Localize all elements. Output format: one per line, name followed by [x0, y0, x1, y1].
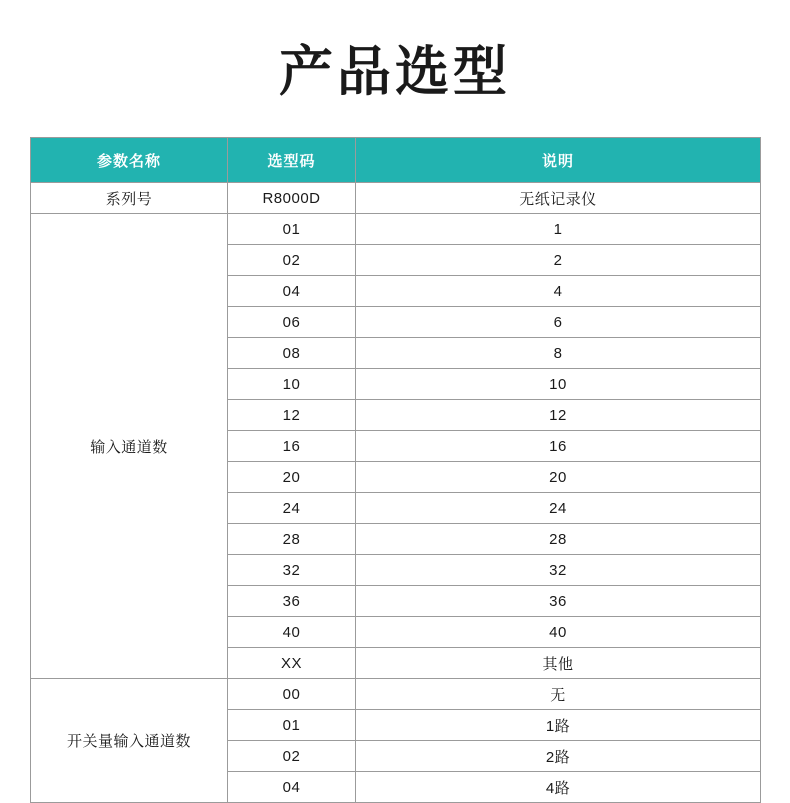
- selection-code-cell: 06: [228, 307, 356, 338]
- selection-code-cell: 28: [228, 524, 356, 555]
- description-cell: 10: [356, 369, 761, 400]
- description-cell: 2路: [356, 741, 761, 772]
- selection-code-cell: 01: [228, 214, 356, 245]
- selection-code-cell: 10: [228, 369, 356, 400]
- table-row: [31, 214, 761, 245]
- parameter-name-cell: 开关量输入通道数: [31, 679, 228, 803]
- column-header-code: 选型码: [228, 138, 356, 183]
- selection-code-cell: 12: [228, 400, 356, 431]
- table-body: [31, 183, 761, 803]
- selection-code-cell: 04: [228, 772, 356, 803]
- description-cell: 32: [356, 555, 761, 586]
- description-cell: 36: [356, 586, 761, 617]
- selection-code-cell: 40: [228, 617, 356, 648]
- selection-code-cell: XX: [228, 648, 356, 679]
- description-cell: 无: [356, 679, 761, 710]
- table-header: [31, 138, 761, 183]
- parameter-name-cell: 系列号: [31, 183, 228, 214]
- column-header-description: 说明: [356, 138, 761, 183]
- description-cell: 16: [356, 431, 761, 462]
- table-header-row: [31, 138, 761, 183]
- description-cell: 24: [356, 493, 761, 524]
- selection-code-cell: R8000D: [228, 183, 356, 214]
- selection-code-cell: 24: [228, 493, 356, 524]
- description-cell: 其他: [356, 648, 761, 679]
- selection-code-cell: 01: [228, 710, 356, 741]
- description-cell: 12: [356, 400, 761, 431]
- table-row: [31, 679, 761, 710]
- table-row: [31, 183, 761, 214]
- parameter-name-cell: 输入通道数: [31, 214, 228, 679]
- spec-table-container: [30, 137, 760, 803]
- product-selection-table: [30, 137, 761, 803]
- description-cell: 8: [356, 338, 761, 369]
- selection-code-cell: 20: [228, 462, 356, 493]
- selection-code-cell: 36: [228, 586, 356, 617]
- selection-code-cell: 08: [228, 338, 356, 369]
- description-cell: 40: [356, 617, 761, 648]
- column-header-parameter: 参数名称: [31, 138, 228, 183]
- selection-code-cell: 02: [228, 245, 356, 276]
- description-cell: 20: [356, 462, 761, 493]
- description-cell: 4: [356, 276, 761, 307]
- page-title: 产品选型: [279, 40, 511, 103]
- description-cell: 28: [356, 524, 761, 555]
- selection-code-cell: 00: [228, 679, 356, 710]
- description-cell: 无纸记录仪: [356, 183, 761, 214]
- description-cell: 1: [356, 214, 761, 245]
- description-cell: 2: [356, 245, 761, 276]
- description-cell: 4路: [356, 772, 761, 803]
- selection-code-cell: 04: [228, 276, 356, 307]
- selection-code-cell: 02: [228, 741, 356, 772]
- selection-code-cell: 16: [228, 431, 356, 462]
- description-cell: 6: [356, 307, 761, 338]
- description-cell: 1路: [356, 710, 761, 741]
- selection-code-cell: 32: [228, 555, 356, 586]
